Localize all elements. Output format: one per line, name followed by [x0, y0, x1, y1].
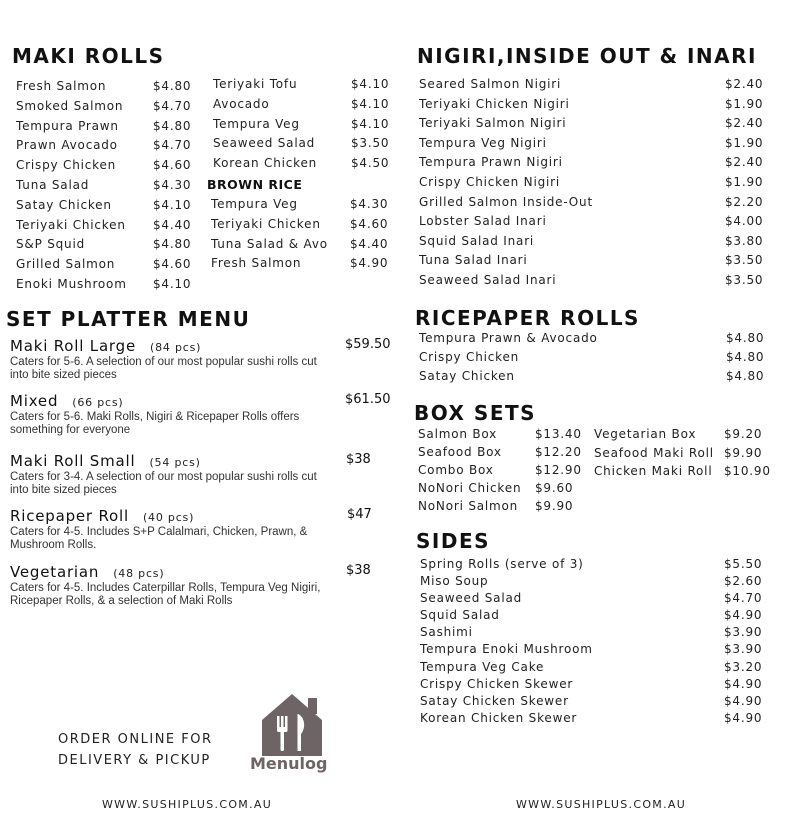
menu-item-price: $2.20	[725, 194, 764, 209]
menu-item-price: $2.60	[724, 574, 763, 589]
menu-item-name: Tempura Prawn Nigiri	[419, 155, 563, 170]
menu-item-price: $9.60	[535, 481, 574, 495]
menu-item-name: Seaweed Salad Inari	[419, 272, 557, 287]
menu-item-name: Korean Chicken Skewer	[420, 710, 578, 725]
menu-item-price: $3.80	[725, 233, 764, 248]
menu-item-name: Tempura Prawn & Avocado	[419, 331, 598, 345]
menu-item-name: Teriyaki Chicken	[16, 217, 126, 232]
menu-item-name: NoNori Salmon	[418, 499, 519, 513]
menu-item-price: $4.80	[726, 369, 765, 383]
menu-item-price: $4.10	[351, 77, 390, 91]
menu-item-price: $13.40	[535, 427, 582, 441]
menu-item-name: Satay Chicken	[16, 197, 112, 212]
menu-item-price: $3.50	[725, 253, 764, 268]
footer-website-right[interactable]: WWW.SUSHIPLUS.COM.AU	[516, 798, 687, 811]
menu-item-name: Spring Rolls (serve of 3)	[420, 557, 584, 571]
menu-item-name: Teriyaki Chicken Nigiri	[419, 96, 570, 111]
platter-description: Caters for 5-6. A selection of our most popular sushi rolls cut into bite sized pieces	[10, 356, 317, 381]
menu-item-name: Tempura Enoki Mushroom	[420, 642, 593, 657]
menu-item-price: $4.80	[726, 331, 765, 345]
menu-item-name: Combo Box	[418, 463, 494, 477]
menu-item-name: Teriyaki Salmon Nigiri	[419, 116, 567, 131]
platter-item	[10, 337, 400, 382]
menu-item-name: Seaweed Salad	[420, 591, 523, 606]
menu-item-name: Enoki Mushroom	[16, 276, 127, 291]
menu-item-price: $4.40	[153, 217, 192, 232]
menu-item-price: $4.70	[724, 591, 763, 606]
nigiri-heading: NIGIRI,INSIDE OUT & INARI	[417, 44, 757, 68]
menu-item-name: Lobster Salad Inari	[419, 214, 547, 229]
platter-price: $59.50	[345, 337, 391, 352]
platter-piece-count: (84 pcs)	[150, 341, 202, 354]
menu-item-name: Crispy Chicken	[419, 350, 520, 364]
menu-item-name: Tempura Prawn	[16, 118, 119, 133]
menu-item-name: Teriyaki Tofu	[213, 77, 298, 91]
menu-item-name: Seaweed Salad	[213, 136, 316, 151]
menu-item-price: $4.90	[724, 608, 763, 623]
platter-piece-count: (40 pcs)	[142, 511, 195, 524]
menu-item-price: $4.90	[724, 693, 763, 708]
menu-item-price: $3.90	[724, 642, 763, 657]
menu-item-name: Chicken Maki Roll	[594, 464, 713, 478]
menu-item-price: $4.80	[153, 237, 192, 252]
menu-item-name: Teriyaki Chicken	[211, 216, 321, 231]
menu-item-price: $4.90	[724, 676, 763, 691]
menu-item-name: Fresh Salmon	[16, 79, 107, 93]
menu-item-price: $4.60	[350, 216, 389, 231]
menu-item-name: Crispy Chicken Skewer	[420, 676, 574, 691]
platter-description: Caters for 3-4. A selection of our most popular sushi rolls cut into bite sized pieces	[10, 471, 317, 496]
platter-title	[10, 392, 400, 410]
menu-item-price: $4.70	[153, 138, 192, 153]
menu-item-price: $1.90	[725, 96, 764, 111]
brown-rice-heading: BROWN RICE	[207, 177, 303, 192]
menu-item-name: Tempura Veg	[211, 197, 298, 211]
menu-item-name: NoNori Chicken	[418, 481, 522, 495]
menu-item-name: Korean Chicken	[213, 156, 318, 171]
order-line-1: ORDER ONLINE FOR	[58, 732, 213, 747]
menu-item-price: $4.10	[351, 96, 390, 111]
menu-item-price: $9.20	[724, 427, 763, 441]
ricepaper-heading: RICEPAPER ROLLS	[415, 306, 640, 330]
menu-item-name: Satay Chicken	[419, 369, 515, 383]
menu-item-price: $4.80	[153, 118, 192, 133]
menu-item-price: $3.50	[351, 136, 390, 151]
menu-item-name: Avocado	[213, 96, 270, 111]
menu-item-name: Tempura Veg Cake	[420, 659, 545, 674]
menu-item-price: $10.90	[724, 464, 771, 478]
menu-item-price: $3.20	[724, 659, 763, 674]
menu-item-name: S&P Squid	[16, 237, 86, 252]
menu-item-price: $4.30	[350, 197, 389, 211]
menu-item-name: Seafood Maki Roll	[594, 445, 714, 460]
menu-item-name: Tempura Veg	[213, 116, 300, 131]
menu-item-name: Grilled Salmon Inside-Out	[419, 194, 593, 209]
footer-website-left[interactable]: WWW.SUSHIPLUS.COM.AU	[102, 798, 273, 811]
menu-item-price: $4.60	[153, 257, 192, 272]
menu-item-name: Tuna Salad Inari	[419, 253, 528, 268]
menu-item-name: Vegetarian Box	[594, 427, 697, 441]
menu-item-price: $4.70	[153, 98, 192, 113]
platter-title	[10, 507, 400, 525]
menu-item-name: Tempura Veg Nigiri	[419, 135, 547, 150]
menulog-logo[interactable]	[248, 690, 338, 780]
menu-item-price: $4.30	[153, 177, 192, 192]
menu-item-price: $9.90	[724, 445, 763, 460]
menu-item-price: $12.90	[535, 463, 582, 477]
maki-rolls-heading: MAKI ROLLS	[12, 44, 165, 68]
menu-item-price: $4.50	[351, 156, 390, 171]
menu-item-price: $12.20	[535, 445, 582, 459]
menu-item-name: Crispy Chicken	[16, 158, 117, 173]
menu-item-name: Prawn Avocado	[16, 138, 118, 153]
menu-item-name: Grilled Salmon	[16, 257, 116, 272]
menu-item-price: $5.50	[724, 557, 763, 571]
order-line-2: DELIVERY & PICKUP	[58, 753, 211, 768]
platter-item	[10, 507, 400, 552]
menulog-wordmark: Menulog	[250, 754, 328, 773]
menu-item-price: $2.40	[725, 155, 764, 170]
menu-item-price: $9.90	[535, 499, 574, 513]
order-online-text	[58, 729, 213, 771]
menu-item-price: $3.90	[724, 625, 763, 640]
menu-item-price: $4.00	[725, 214, 764, 229]
menu-item-name: Sashimi	[420, 625, 473, 640]
platter-name: Vegetarian	[10, 563, 100, 581]
menu-item-price: $1.90	[725, 135, 764, 150]
menu-item-name: Satay Chicken Skewer	[420, 693, 569, 708]
platter-price: $38	[346, 452, 371, 467]
platter-name: Ricepaper Roll	[10, 507, 129, 525]
platter-item	[10, 563, 400, 608]
menu-item-name: Salmon Box	[418, 427, 498, 441]
menu-item-price: $4.90	[350, 256, 389, 271]
menu-item-price: $4.40	[350, 236, 389, 251]
menu-item-price: $4.90	[724, 710, 763, 725]
menu-item-name: Miso Soup	[420, 574, 489, 589]
menu-item-price: $4.80	[153, 79, 192, 93]
menu-item-price: $2.40	[725, 116, 764, 131]
menu-item-price: $4.60	[153, 158, 192, 173]
platter-piece-count: (54 pcs)	[149, 456, 201, 469]
menu-item-price: $4.10	[153, 197, 192, 212]
menu-item-price: $1.90	[725, 174, 764, 189]
sides-heading: SIDES	[416, 529, 491, 553]
menu-item-name: Seared Salmon Nigiri	[419, 77, 562, 91]
platter-description: Caters for 4-5. Includes S+P Calalmari, Chicken, Prawn, & Mushroom Rolls.	[10, 526, 308, 551]
platter-piece-count: (48 pcs)	[113, 567, 165, 580]
platter-description: Caters for 4-5. Includes Caterpillar Rolls, Tempura Veg Nigiri, Ricepaper Rolls, & a selection of Maki Rolls	[10, 582, 321, 607]
menu-item-name: Crispy Chicken Nigiri	[419, 174, 561, 189]
box-sets-heading: BOX SETS	[414, 401, 537, 425]
menu-item-price: $4.10	[351, 116, 390, 131]
platter-name: Maki Roll Large	[10, 337, 136, 355]
menu-item-name: Tuna Salad	[16, 177, 90, 192]
platter-price: $47	[347, 507, 372, 522]
platter-name: Maki Roll Small	[10, 452, 136, 470]
platter-piece-count: (66 pcs)	[72, 396, 124, 409]
menu-item-name: Tuna Salad & Avo	[211, 236, 328, 251]
menu-item-price: $3.50	[725, 272, 764, 287]
platter-description: Caters for 5-6. Maki Rolls, Nigiri & Ricepaper Rolls offers something for everyone	[10, 411, 300, 436]
menu-item-price: $2.40	[725, 77, 764, 91]
platter-item	[10, 392, 400, 437]
menu-item-name: Fresh Salmon	[211, 256, 302, 271]
platter-title	[10, 452, 400, 470]
menu-item-name: Smoked Salmon	[16, 98, 124, 113]
menu-item-name: Seafood Box	[418, 445, 502, 459]
menu-item-name: Squid Salad	[420, 608, 500, 623]
platter-title	[10, 563, 400, 581]
platter-price: $61.50	[345, 392, 391, 407]
menu-item-name: Squid Salad Inari	[419, 233, 535, 248]
set-platter-heading: SET PLATTER MENU	[6, 307, 251, 331]
platter-name: Mixed	[10, 392, 59, 410]
menu-item-price: $4.80	[726, 350, 765, 364]
menu-item-price: $4.10	[153, 276, 192, 291]
platter-price: $38	[346, 563, 371, 578]
platter-title	[10, 337, 400, 355]
platter-item	[10, 452, 400, 497]
